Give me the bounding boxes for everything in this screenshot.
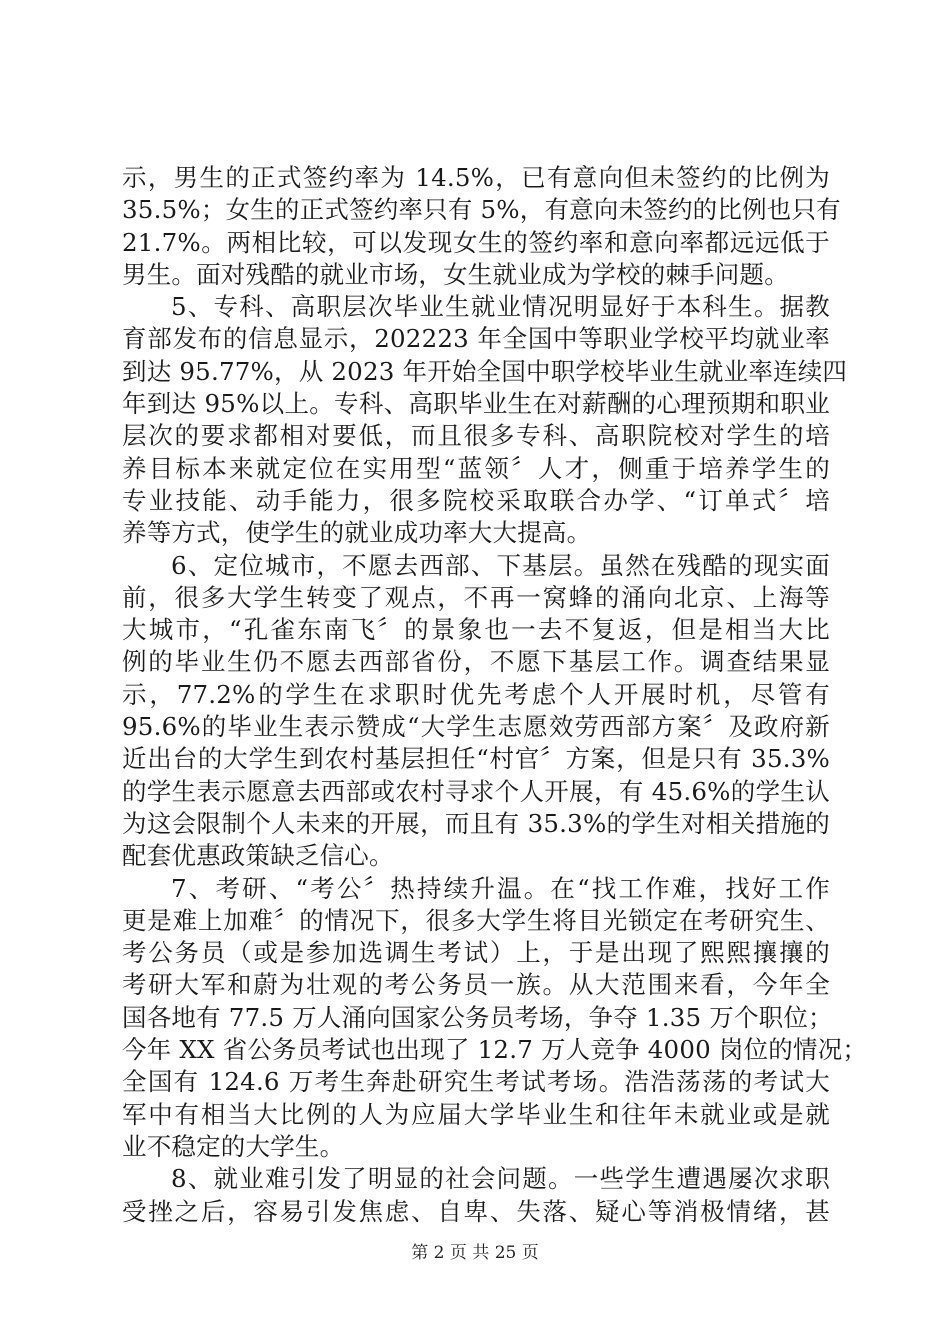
text-line: 考研大军和蔚为壮观的考公务员一族。从大范围来看，今年全 [122,970,830,1000]
text-line: 国各地有 77.5 万人涌向国家公务员考场，争夺 1.35 万个职位； [122,1002,833,1032]
text-line: 6、定位城市，不愿去西部、下基层。虽然在残酷的现实面 [171,550,830,580]
text-line: 8、就业难引发了明显的社会问题。一些学生遭遇屡次求职 [171,1164,830,1194]
text-line: 35.5%；女生的正式签约率只有 5%，有意向未签约的比例也只有 [122,195,841,225]
text-line: 近出台的大学生到农村基层担任“村官〞方案，但是只有 35.3% [122,744,830,774]
text-line: 军中有相当大比例的人为应届大学毕业生和往年未就业或是就 [122,1099,830,1129]
text-line: 业不稳定的大学生。 [122,1131,345,1161]
text-line: 年到达 95%以上。专科、高职毕业生在对薪酬的心理预期和职业 [122,389,830,419]
text-line: 21.7%。两相比较，可以发现女生的签约率和意向率都远远低于 [122,227,830,257]
document-body [122,162,868,1228]
text-line: 前，很多大学生转变了观点，不再一窝蜂的涌向北京、上海等 [122,582,830,612]
text-line: 为这会限制个人未来的开展，而且有 35.3%的学生对相关措施的 [122,808,830,838]
text-line: 7、考研、“考公〞热持续升温。在“找工作难，找好工作 [171,873,830,903]
text-line: 全国有 124.6 万考生奔赴研究生考试考场。浩浩荡荡的考试大 [122,1067,830,1097]
text-line: 示，77.2%的学生在求职时优先考虑个人开展时机，尽管有 [122,679,830,709]
text-line: 层次的要求都相对要低，而且很多专科、高职院校对学生的培 [122,421,830,451]
text-line: 养等方式，使学生的就业成功率大大提高。 [122,518,592,548]
text-line: 考公务员（或是参加选调生考试）上，于是出现了熙熙攘攘的 [122,938,830,968]
text-line: 今年 XX 省公务员考试也出现了 12.7 万人竞争 4000 岗位的情况； [122,1035,868,1065]
text-line: 男生。面对残酷的就业市场，女生就业成为学校的棘手问题。 [122,259,789,289]
text-line: 95.6%的毕业生表示赞成“大学生志愿效劳西部方案〞及政府新 [122,712,830,742]
text-line: 示，男生的正式签约率为 14.5%，已有意向但未签约的比例为 [122,163,830,192]
page-footer: 第 2 页 共 25 页 [411,1243,539,1263]
text-line: 大城市，“孔雀东南飞〞的景象也一去不复返，但是相当大比 [122,615,830,645]
text-line: 育部发布的信息显示，202223 年全国中等职业学校平均就业率 [122,324,830,354]
text-line: 的学生表示愿意去西部或农村寻求个人开展，有 45.6%的学生认 [122,776,830,806]
text-line: 配套优惠政策缺乏信心。 [122,841,394,871]
text-line: 到达 95.77%，从 2023 年开始全国中职学校毕业生就业率连续四 [122,356,848,386]
text-line: 更是难上加难〞的情况下，很多大学生将目光锁定在考研究生、 [122,905,830,935]
text-line: 专业技能、动手能力，很多院校采取联合办学、“订单式〞培 [122,485,830,515]
text-line: 养目标本来就定位在实用型“蓝领〞人才，侧重于培养学生的 [122,453,830,483]
text-line: 例的毕业生仍不愿去西部省份，不愿下基层工作。调查结果显 [122,647,830,677]
text-line: 5、专科、高职层次毕业生就业情况明显好于本科生。据教 [171,292,830,322]
text-line: 受挫之后，容易引发焦虑、自卑、失落、疑心等消极情绪，甚 [122,1196,830,1226]
